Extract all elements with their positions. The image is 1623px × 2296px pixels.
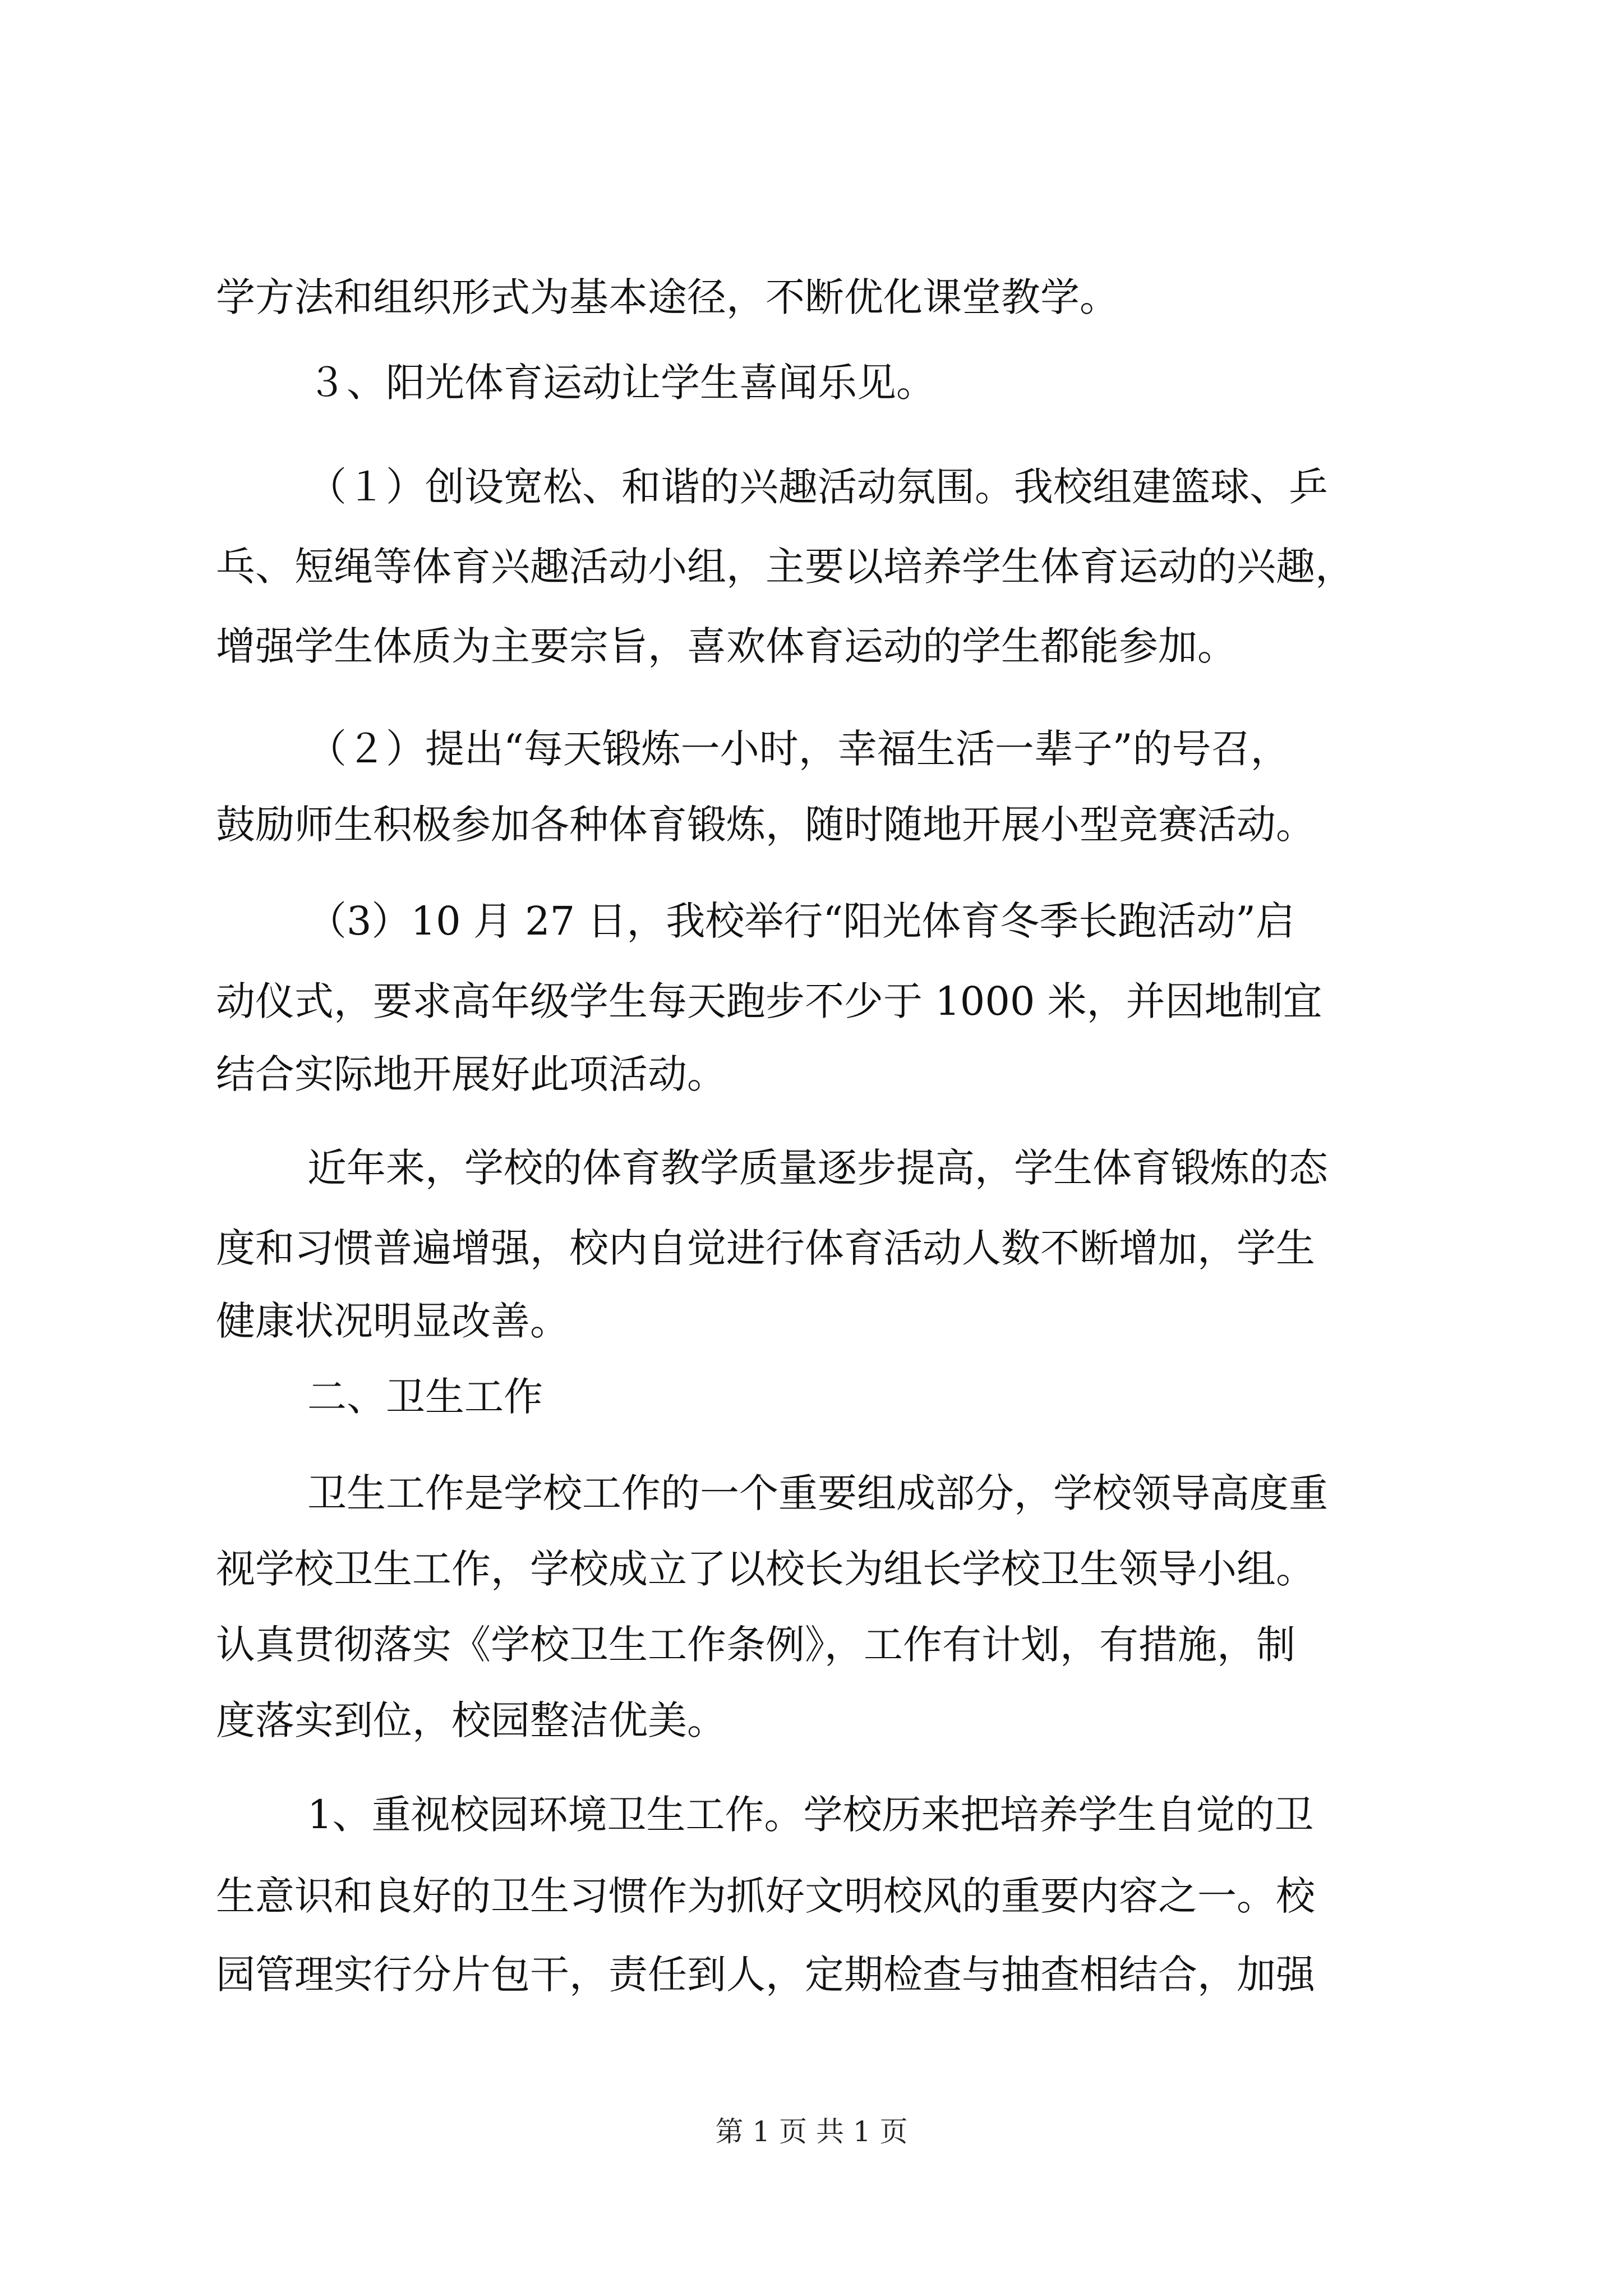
section-heading: ３、阳光体育运动让学生喜闻乐见。 <box>307 360 935 406</box>
paragraph-line: 度和习惯普遍增强，校内自觉进行体育活动人数不断增加，学生 <box>216 1225 1315 1271</box>
page-number-footer: 第 1 页 共 1 页 <box>715 2115 908 2148</box>
paragraph-line: （3）10 月 27 日，我校举行“阳光体育冬季长跑活动”启 <box>307 898 1295 944</box>
paragraph-line: 结合实际地开展好此项活动。 <box>216 1051 726 1097</box>
paragraph-line: 园管理实行分片包干，责任到人，定期检查与抽查相结合，加强 <box>216 1952 1315 1998</box>
section-heading: 二、卫生工作 <box>307 1374 543 1420</box>
paragraph-line: 健康状况明显改善。 <box>216 1298 569 1344</box>
paragraph-line: （１）创设宽松、和谐的兴趣活动氛围。我校组建篮球、乒 <box>307 464 1328 510</box>
paragraph-line: 度落实到位，校园整洁优美。 <box>216 1697 726 1743</box>
paragraph-line: 认真贯彻落实《学校卫生工作条例》，工作有计划，有措施，制 <box>216 1622 1295 1668</box>
paragraph-line: 鼓励师生积极参加各种体育锻炼，随时随地开展小型竞赛活动。 <box>216 802 1315 848</box>
paragraph-line: 视学校卫生工作，学校成立了以校长为组长学校卫生领导小组。 <box>216 1546 1315 1592</box>
paragraph-line: 动仪式，要求高年级学生每天跑步不少于 1000 米，并因地制宜 <box>216 978 1322 1024</box>
paragraph-line: 1、重视校园环境卫生工作。学校历来把培养学生自觉的卫 <box>307 1792 1314 1838</box>
paragraph-line: 生意识和良好的卫生习惯作为抓好文明校风的重要内容之一。校 <box>216 1873 1315 1919</box>
paragraph-line: 卫生工作是学校工作的一个重要组成部分，学校领导高度重 <box>307 1470 1328 1516</box>
paragraph-line: 学方法和组织形式为基本途径，不断优化课堂教学。 <box>216 274 1119 320</box>
paragraph-line: 增强学生体质为主要宗旨，喜欢体育运动的学生都能参加。 <box>216 623 1237 669</box>
paragraph-line: 近年来，学校的体育教学质量逐步提高，学生体育锻炼的态 <box>307 1145 1328 1191</box>
paragraph-line: 乓、短绳等体育兴趣活动小组，主要以培养学生体育运动的兴趣， <box>216 544 1354 590</box>
paragraph-line: （２）提出“每天锻炼一小时，幸福生活一辈子”的号召， <box>307 726 1290 772</box>
